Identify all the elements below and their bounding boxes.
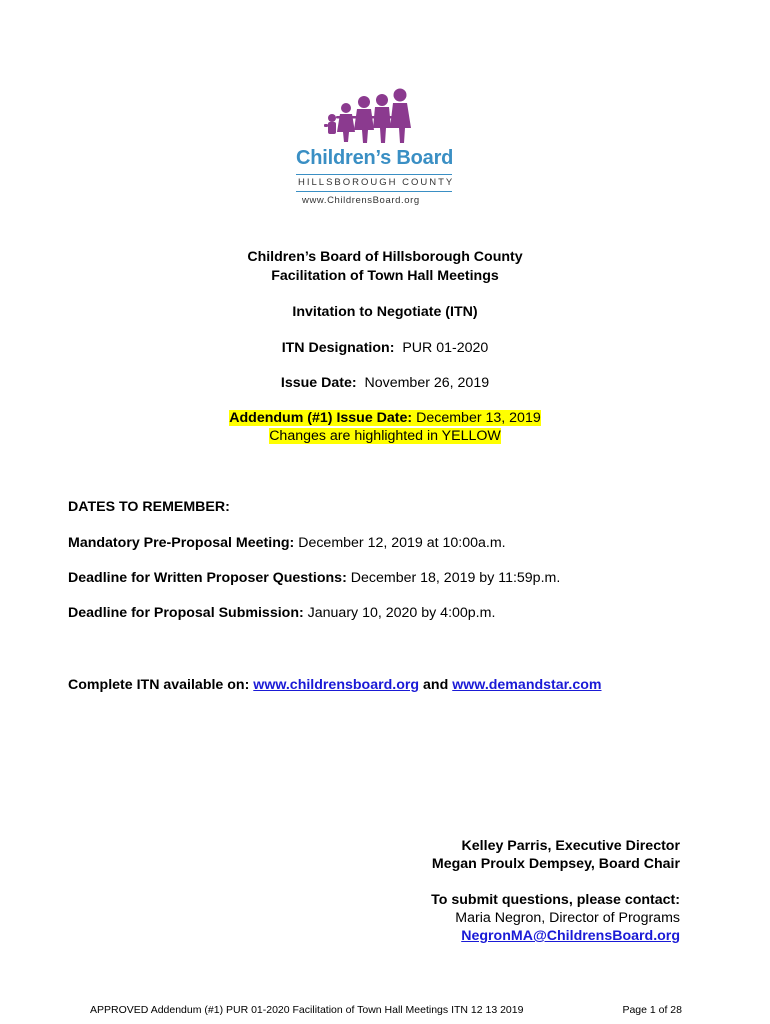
childrens-board-logo — [290, 88, 460, 213]
itn-designation-value: PUR 01-2020 — [402, 340, 489, 356]
logo-divider — [296, 191, 452, 192]
availability-label: Complete ITN available on: — [68, 677, 250, 693]
signature-executive-director: Kelley Parris, Executive Director — [461, 838, 680, 854]
contact-name: Maria Negron, Director of Programs — [455, 910, 680, 926]
contact-email-link[interactable]: NegronMA@ChildrensBoard.org — [461, 928, 680, 944]
dates-heading: DATES TO REMEMBER: — [68, 499, 230, 515]
contact-heading: To submit questions, please contact: — [431, 892, 680, 908]
date-item-label: Deadline for Proposal Submission: — [68, 605, 304, 621]
itn-availability — [68, 677, 602, 693]
document-type: Invitation to Negotiate (ITN) — [292, 304, 478, 320]
project-title: Facilitation of Town Hall Meetings — [271, 268, 499, 284]
date-item-value: December 12, 2019 at 10:00a.m. — [298, 535, 506, 551]
logo-title: Children’s Board — [296, 147, 454, 169]
contact-email — [461, 927, 680, 945]
logo-url: www.ChildrensBoard.org — [302, 195, 420, 206]
date-item-label: Deadline for Written Proposer Questions: — [68, 570, 347, 586]
addendum-value: December 13, 2019 — [416, 410, 541, 426]
signature-board-chair: Megan Proulx Dempsey, Board Chair — [431, 856, 680, 872]
demandstar-link[interactable]: www.demandstar.com — [452, 677, 602, 693]
issue-date — [0, 374, 770, 393]
logo-divider — [296, 174, 452, 175]
issue-date-label: Issue Date: — [280, 375, 357, 391]
date-item-questions — [68, 570, 560, 586]
date-item-value: December 18, 2019 by 11:59p.m. — [350, 570, 561, 586]
issue-date-value: November 26, 2019 — [364, 375, 490, 391]
org-name: Children’s Board of Hillsborough County — [247, 249, 523, 265]
itn-designation-label: ITN Designation: — [281, 340, 395, 356]
footer-page-number: Page 1 of 28 — [622, 1004, 682, 1016]
availability-conjunction: and — [423, 677, 449, 693]
date-item-submission — [68, 605, 495, 621]
date-item-label: Mandatory Pre-Proposal Meeting: — [68, 535, 295, 551]
footer-document-id: APPROVED Addendum (#1) PUR 01-2020 Facilitation of Town Hall Meetings ITN 12 13 2019 — [90, 1004, 524, 1016]
date-item-value: January 10, 2020 by 4:00p.m. — [307, 605, 496, 621]
itn-designation — [0, 339, 770, 358]
changes-note-text: Changes are highlighted in YELLOW — [269, 428, 501, 444]
childrensboard-link[interactable]: www.childrensboard.org — [253, 677, 420, 693]
addendum-label: Addendum (#1) Issue Date: — [229, 410, 413, 426]
date-item-pre-proposal — [68, 535, 506, 551]
addendum-issue-date — [0, 409, 770, 428]
logo-county: HILLSBOROUGH COUNTY — [298, 177, 455, 188]
changes-note — [0, 427, 770, 446]
children-figures-icon — [318, 88, 418, 144]
